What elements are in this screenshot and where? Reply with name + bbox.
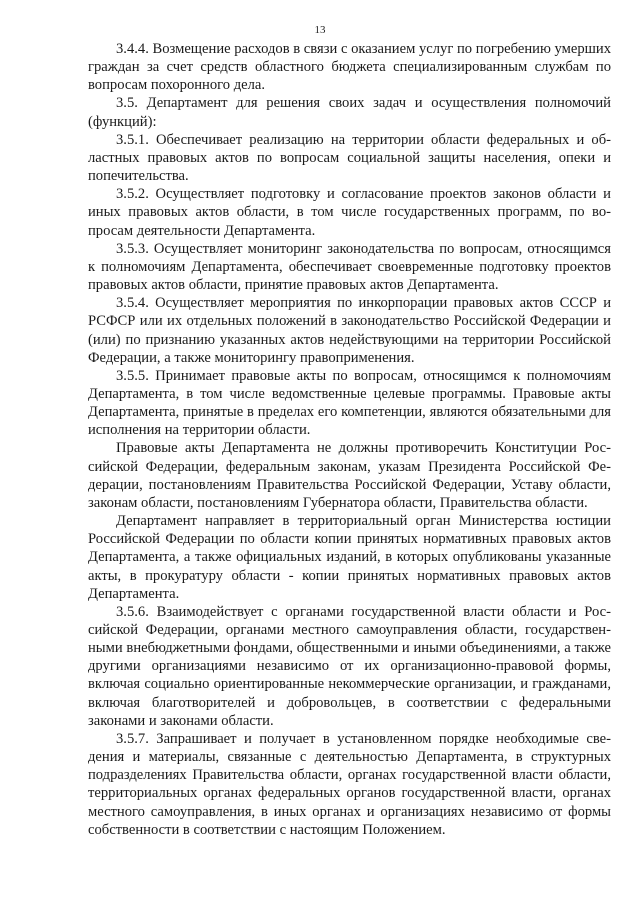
paragraph-3-5: 3.5. Департамент для решения своих задач и осуществления полномочий (функций): [88, 95, 611, 130]
paragraph-3-5-2: 3.5.2. Осуществляет подготовку и согласование проектов законов области и иных правовых актов области, в том числе государственных программ, по вопросам деятельности Департамента. [88, 186, 611, 239]
paragraph-3-4-4: 3.4.4. Возмещение расходов в связи с оказанием услуг по погребению умерших граждан за счет средств областного бюджета специализированным службам по вопросам похоронного дела. [88, 41, 611, 94]
paragraph-3-5-6: 3.5.6. Взаимодействует с органами государственной власти области и Российской Федерации, органами местного самоуправления области, государственными внебюджетными фондами, общественными и иными объединениями, а также другими организациями независимо от их организационно-правовой формы, включая социально ориентированные некоммерческие организации, и гражданами, включая благотворителей и добровольцев, в соответствии с федеральными законами и законами области. [88, 603, 611, 729]
paragraph-3-5-4: 3.5.4. Осуществляет мероприятия по инкорпорации правовых актов СССР и РСФСР или их отдельных положений в законодательство Российской Федерации и (или) по признанию указанных актов недействующими на территории Российской Федерации, а также мониторингу правоприменения. [88, 295, 611, 366]
paragraph-3-5-1: 3.5.1. Обеспечивает реализацию на территории области федеральных и областных правовых актов по вопросам социальной защиты населения, опеки и попечительства. [88, 131, 611, 185]
paragraph-3-5-7: 3.5.7. Запрашивает и получает в установленном порядке необходимые сведения и материалы, связанные с деятельностью Департамента, в структурных подразделениях Правительства области, органах государственной власти области, территориальных органах федеральных органов государственной власти, органах местного самоуправления, в иных органах и организациях независимо от формы собственности в соответствии с настоящим Положением. [88, 730, 611, 838]
paragraph-3-5-3: 3.5.3. Осуществляет мониторинг законодательства по вопросам, относящимся к полномочиям Департамента, обеспечивает своевременные подготовку проектов правовых актов области, принятие правовых актов Департамента. [88, 240, 611, 294]
page-number: 13 [314, 24, 326, 36]
paragraph-acts-submission: Департамент направляет в территориальный орган Министерства юстиции Российской Федерации по области копии принятых нормативных правовых актов Департамента, а также официальных изданий, в которых опубликованы указанные акты, в прокуратуру области - копии принятых нормативных правовых актов Департамента. [88, 513, 611, 602]
paragraph-3-5-5: 3.5.5. Принимает правовые акты по вопросам, относящимся к полномочиям Департамента, в том числе ведомственные целевые программы. Правовые акты Департамента, принятые в пределах его компетенции, являются обязательными для исполнения на территории области. [88, 367, 611, 439]
document-body [88, 40, 611, 839]
paragraph-legal-acts-compliance: Правовые акты Департамента не должны противоречить Конституции Российской Федерации, федеральным законам, указам Президента Российской Федерации, постановлениям Правительства Российской Федерации, Уставу области, законам области, постановлениям Губернатора области, Правительства области. [88, 440, 611, 511]
